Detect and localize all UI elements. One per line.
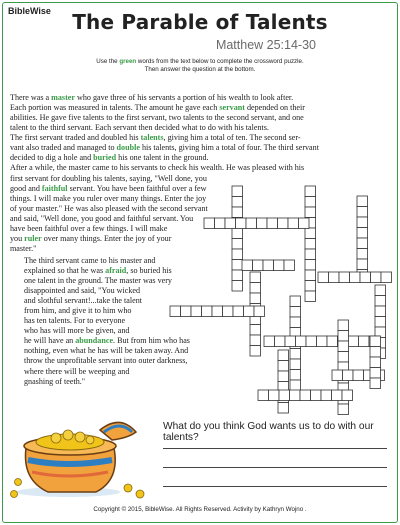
crossword-cell[interactable] <box>306 336 317 347</box>
crossword-cell[interactable] <box>232 270 243 281</box>
crossword-cell[interactable] <box>290 380 301 391</box>
crossword-clue-word: servant <box>219 103 245 113</box>
crossword-cell[interactable] <box>305 239 316 250</box>
story-text-run: and said, "Well done, you good and faithful servant. You <box>10 214 194 224</box>
crossword-cell[interactable] <box>232 260 243 271</box>
crossword-cell[interactable] <box>359 336 370 347</box>
crossword-cell[interactable] <box>232 281 243 292</box>
crossword-cell[interactable] <box>246 218 257 229</box>
story-text-run: has ten talents. For to everyone <box>24 316 126 326</box>
crossword-cell[interactable] <box>318 272 329 283</box>
crossword-cell[interactable] <box>370 378 381 389</box>
answer-line[interactable] <box>163 486 387 487</box>
answer-line[interactable] <box>163 448 387 449</box>
crossword-cell[interactable] <box>278 218 289 229</box>
crossword-clue-word: faithful <box>41 184 68 194</box>
crossword-cell[interactable] <box>357 238 368 249</box>
crossword-cell[interactable] <box>290 359 301 370</box>
crossword-cell[interactable] <box>288 218 299 229</box>
crossword-clue-word: talents <box>140 133 164 143</box>
crossword-cell[interactable] <box>305 228 316 239</box>
crossword-cell[interactable] <box>357 217 368 228</box>
crossword-cell[interactable] <box>338 320 349 331</box>
crossword-cell[interactable] <box>191 306 202 317</box>
crossword-cell[interactable] <box>342 390 353 401</box>
crossword-cell[interactable] <box>233 306 244 317</box>
crossword-cell[interactable] <box>370 347 381 358</box>
story-text-run: , so buried his <box>126 266 172 276</box>
story-text-run: who gave three of his servants a portion of his wealth to look after. <box>74 93 294 102</box>
instructions-text: Use the <box>96 58 120 65</box>
crossword-cell[interactable] <box>242 260 253 271</box>
crossword-cell[interactable] <box>305 249 316 260</box>
story-text-run: . But from him who has <box>113 336 190 346</box>
crossword-cell[interactable] <box>339 272 350 283</box>
crossword-cell[interactable] <box>215 218 226 229</box>
crossword-cell[interactable] <box>305 270 316 281</box>
story-text-run: depended on their <box>244 103 305 113</box>
crossword-cell[interactable] <box>250 325 261 336</box>
crossword-cell[interactable] <box>181 306 192 317</box>
story-text-run: abilities. He gave five talents to the first servant, two talents to the second servant, and one <box>10 113 304 123</box>
story-text-run: The third servant came to his master and <box>24 256 156 265</box>
crossword-cell[interactable] <box>357 196 368 207</box>
crossword-clue-word: abundance <box>75 336 114 346</box>
crossword-cell[interactable] <box>264 336 275 347</box>
crossword-cell[interactable] <box>278 403 289 414</box>
story-text-run: vant also traded and managed to <box>10 143 117 153</box>
crossword-cell[interactable] <box>225 218 236 229</box>
crossword-cell[interactable] <box>305 291 316 302</box>
crossword-cell[interactable] <box>343 370 354 381</box>
crossword-cell[interactable] <box>299 218 310 229</box>
crossword-cell[interactable] <box>381 272 392 283</box>
story-text-run: After a while, the master came to his servants to check his wealth. He was pleased with his <box>10 163 305 173</box>
story-text-run: his one talent in the ground. <box>116 153 209 163</box>
crossword-cell[interactable] <box>290 317 301 328</box>
crossword-cell[interactable] <box>284 260 295 271</box>
crossword-cell[interactable] <box>375 306 386 317</box>
crossword-cell[interactable] <box>254 306 265 317</box>
crossword-cell[interactable] <box>244 306 255 317</box>
crossword-clue-word: master <box>51 93 75 102</box>
crossword-clue-word: ruler <box>24 234 42 244</box>
crossword-cell[interactable] <box>232 239 243 250</box>
story-text-run: talent to the third servant. Each servant then decided what to do with his talents. <box>10 123 269 133</box>
crossword-cell[interactable] <box>279 390 290 401</box>
crossword-cell[interactable] <box>258 390 269 401</box>
story-text-run: first servant for doubling his talents, saying, "Well done, you <box>10 174 207 183</box>
crossword-cell[interactable] <box>327 336 338 347</box>
story-text-run: , giving him a total of ten. The second ser- <box>163 133 301 143</box>
brand-logo: BibleWise <box>8 6 51 16</box>
crossword-clue-word: buried <box>93 153 117 163</box>
crossword-cell[interactable] <box>300 390 311 401</box>
story-text-run: one talent in the ground. The master was very <box>24 276 172 286</box>
crossword-cell[interactable] <box>232 207 243 218</box>
story-text-run: Each portion was measured in talents. The amount he gave each <box>10 103 220 113</box>
crossword-cell[interactable] <box>278 371 289 382</box>
crossword-cell[interactable] <box>253 260 264 271</box>
story-text-run: good and <box>10 184 42 194</box>
crossword-cell[interactable] <box>357 207 368 218</box>
pot-of-coins-illustration <box>8 408 156 500</box>
crossword-cell[interactable] <box>170 306 181 317</box>
crossword-cell[interactable] <box>350 272 361 283</box>
crossword-cell[interactable] <box>332 370 343 381</box>
crossword-cell[interactable] <box>290 390 301 401</box>
crossword-cell[interactable] <box>371 272 382 283</box>
crossword-cell[interactable] <box>305 281 316 292</box>
crossword-cell[interactable] <box>357 228 368 239</box>
crossword-cell[interactable] <box>338 331 349 342</box>
story-text-run: throw the unprofitable servant into outer darkness, <box>24 356 188 366</box>
crossword-cell[interactable] <box>269 390 280 401</box>
crossword-cell[interactable] <box>329 272 340 283</box>
crossword-cell[interactable] <box>332 390 343 401</box>
story-text-run: decided to dig a hole and <box>10 153 94 163</box>
crossword-cell[interactable] <box>338 341 349 352</box>
crossword-cell[interactable] <box>305 260 316 271</box>
crossword-cell[interactable] <box>232 186 243 197</box>
story-text-run: you <box>10 234 25 244</box>
story-text-run: master." <box>10 244 37 254</box>
crossword-cell[interactable] <box>278 361 289 372</box>
scripture-reference: Matthew 25:14-30 <box>215 38 316 52</box>
story-text-run: disappointed and said, "You wicked <box>24 286 141 296</box>
crossword-cell[interactable] <box>317 336 328 347</box>
crossword-cell[interactable] <box>204 218 215 229</box>
crossword-cell[interactable] <box>275 336 286 347</box>
crossword-cell[interactable] <box>274 260 285 271</box>
crossword-cell[interactable] <box>257 218 268 229</box>
story-text-run: where there will be weeping and <box>24 366 130 376</box>
crossword-cell[interactable] <box>357 249 368 260</box>
crossword-cell[interactable] <box>305 197 316 208</box>
crossword-cell[interactable] <box>232 228 243 239</box>
story-text-run: The first servant traded and doubled his <box>10 133 141 143</box>
crossword-cell[interactable] <box>360 272 371 283</box>
story-text-run: explained so that he was <box>24 266 106 276</box>
crossword-cell[interactable] <box>348 336 359 347</box>
crossword-cell[interactable] <box>375 285 386 296</box>
crossword-cell[interactable] <box>311 390 322 401</box>
crossword-cell[interactable] <box>250 272 261 283</box>
crossword-cell[interactable] <box>290 296 301 307</box>
crossword-cell[interactable] <box>263 260 274 271</box>
story-text-run: of your master." He was also pleased with the second servant <box>10 204 208 214</box>
instructions-line-2: Then answer the question at the bottom. <box>144 66 256 73</box>
crossword-cell[interactable] <box>321 390 332 401</box>
crossword-cell[interactable] <box>202 306 213 317</box>
reflection-question: What do you think God wants us to do with our talents? <box>163 421 374 443</box>
story-text-run: from him, and give it to him who <box>24 306 132 316</box>
crossword-clue-word: double <box>116 143 140 153</box>
crossword-cell[interactable] <box>305 186 316 197</box>
crossword-clue-word: afraid <box>105 266 127 276</box>
crossword-cell[interactable] <box>290 370 301 381</box>
crossword-cell[interactable] <box>267 218 278 229</box>
crossword-cell[interactable] <box>290 307 301 318</box>
crossword-cell[interactable] <box>236 218 247 229</box>
crossword-cell[interactable] <box>232 249 243 260</box>
crossword-cell[interactable] <box>296 336 307 347</box>
crossword-cell[interactable] <box>353 370 364 381</box>
story-text-run: over many things. Enter the joy of your <box>41 234 172 244</box>
crossword-cell[interactable] <box>375 296 386 307</box>
crossword-cell[interactable] <box>375 317 386 328</box>
instructions-green-word: green <box>119 58 137 65</box>
story-text-run: his talents, giving him a total of four. The third servant <box>139 143 319 153</box>
crossword-cell[interactable] <box>370 368 381 379</box>
crossword-cell[interactable] <box>357 259 368 270</box>
crossword-cell[interactable] <box>290 349 301 360</box>
crossword-cell[interactable] <box>370 357 381 368</box>
story-text-run: who has will more be given, and <box>24 326 130 336</box>
crossword-cell[interactable] <box>223 306 234 317</box>
copyright-footer: Copyright © 2015, BibleWise. All Rights Reserved. Activity by Kathryn Wojno . <box>93 506 307 513</box>
crossword-cell[interactable] <box>212 306 223 317</box>
answer-line[interactable] <box>163 467 387 468</box>
crossword-cell[interactable] <box>232 197 243 208</box>
crossword-cell[interactable] <box>305 207 316 218</box>
instructions-text: words from the text below to complete the crossword puzzle. <box>136 58 304 65</box>
crossword-cell[interactable] <box>250 283 261 294</box>
crossword-cell[interactable] <box>250 335 261 346</box>
crossword-cell[interactable] <box>278 350 289 361</box>
story-text-run: gnashing of teeth." <box>24 376 86 386</box>
crossword-cell[interactable] <box>285 336 296 347</box>
story-text-run: and slothful servant!...take the talent <box>24 296 142 306</box>
crossword-cell[interactable] <box>338 352 349 363</box>
story-text-run: nothing, even what he has will be taken away. And <box>24 346 189 356</box>
story-text-run: have been faithful over a few things. I will make <box>10 224 168 234</box>
crossword-cell[interactable] <box>338 404 349 415</box>
page-title: The Parable of Talents <box>72 10 328 34</box>
crossword-cell[interactable] <box>250 293 261 304</box>
story-text-run: things. I will make you ruler over many things. Enter the joy <box>10 194 207 204</box>
story-text-run: servant. You have been faithful over a few <box>67 184 207 194</box>
story-text-run: he will have an <box>24 336 76 346</box>
story-text-run: There was a <box>10 93 52 102</box>
crossword-cell[interactable] <box>370 336 381 347</box>
crossword-cell[interactable] <box>250 346 261 357</box>
